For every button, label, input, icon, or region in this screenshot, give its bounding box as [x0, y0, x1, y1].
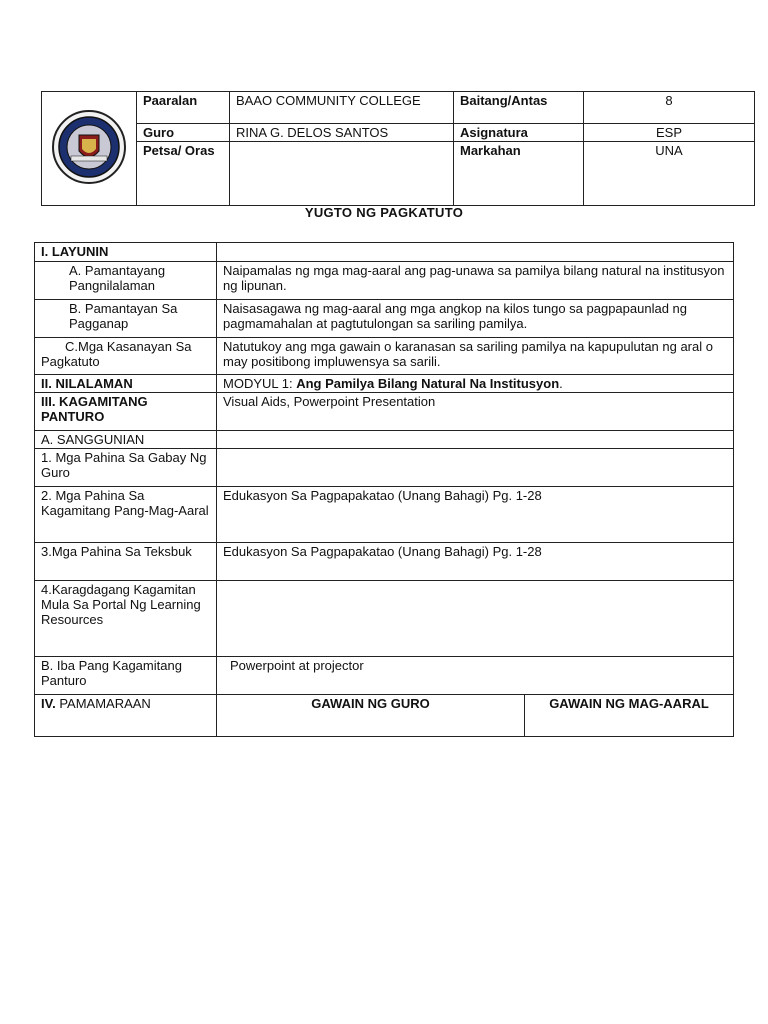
layunin-value	[217, 243, 734, 262]
pagganap-value: Naisasagawa ng mag-aaral ang mga angkop na kilos tungo sa pagpapaunlad ng pagmamahalan at pagtutulongan sa sariling pamilya.	[217, 300, 734, 338]
main-table	[34, 242, 734, 737]
nilalaman-suffix: .	[559, 376, 563, 391]
gabay-value	[217, 449, 734, 487]
pamamaraan-text: PAMAMARAAN	[55, 696, 151, 711]
header-table	[41, 91, 755, 206]
section-title: YUGTO NG PAGKATUTO	[304, 205, 464, 220]
school-seal	[42, 92, 137, 206]
pamamaraan-label	[35, 695, 217, 737]
asignatura-label: Asignatura	[454, 124, 584, 142]
pagganap-label: B. Pamantayan Sa Pagganap	[35, 300, 217, 338]
college-seal-icon	[51, 107, 127, 187]
kasanayan-label-text: C.Mga Kasanayan Sa Pagkatuto	[41, 339, 192, 369]
petsa-label: Petsa/ Oras	[137, 142, 230, 206]
teksbuk-value: Edukasyon Sa Pagpapakatao (Unang Bahagi) Pg. 1-28	[217, 543, 734, 581]
kasanayan-value: Natutukoy ang mga gawain o karanasan sa sariling pamilya na kapupulutan ng aral o may positibong impluwensya sa sarili.	[217, 338, 734, 375]
gawain-mag-aaral-header: GAWAIN NG MAG-AARAL	[525, 695, 734, 737]
nilalaman-title: Ang Pamilya Bilang Natural Na Institusyon	[296, 376, 560, 391]
guro-label: Guro	[137, 124, 230, 142]
kagamitan-value: Visual Aids, Powerpoint Presentation	[217, 393, 734, 431]
sanggunian-label: A. SANGGUNIAN	[35, 431, 217, 449]
baitang-value: 8	[584, 92, 755, 124]
guro-value: RINA G. DELOS SANTOS	[230, 124, 454, 142]
karagdagang-value	[217, 581, 734, 657]
karagdagang-label: 4.Karagdagang Kagamitan Mula Sa Portal Ng Learning Resources	[35, 581, 217, 657]
petsa-value	[230, 142, 454, 206]
kagamitang-pang-value: Edukasyon Sa Pagpapakatao (Unang Bahagi) Pg. 1-28	[217, 487, 734, 543]
gawain-guro-header: GAWAIN NG GURO	[217, 695, 525, 737]
teksbuk-label: 3.Mga Pahina Sa Teksbuk	[35, 543, 217, 581]
paaralan-value: BAAO COMMUNITY COLLEGE	[230, 92, 454, 124]
paaralan-label: Paaralan	[137, 92, 230, 124]
pamamaraan-prefix: IV.	[41, 696, 56, 711]
gabay-label: 1. Mga Pahina Sa Gabay Ng Guro	[35, 449, 217, 487]
kagamitan-label: III. KAGAMITANG PANTURO	[35, 393, 217, 431]
kagamitang-pang-label: 2. Mga Pahina Sa Kagamitang Pang-Mag-Aaral	[35, 487, 217, 543]
nilalaman-label: II. NILALAMAN	[35, 375, 217, 393]
pamantayang-label: A. Pamantayang Pangnilalaman	[35, 262, 217, 300]
nilalaman-value	[217, 375, 734, 393]
baitang-label: Baitang/Antas	[454, 92, 584, 124]
iba-label: B. Iba Pang Kagamitang Panturo	[35, 657, 217, 695]
kasanayan-label	[35, 338, 217, 375]
layunin-label: I. LAYUNIN	[35, 243, 217, 262]
pamantayang-value: Naipamalas ng mga mag-aaral ang pag-unawa sa pamilya bilang natural na institusyon ng lipunan.	[217, 262, 734, 300]
markahan-label: Markahan	[454, 142, 584, 206]
asignatura-value: ESP	[584, 124, 755, 142]
sanggunian-value	[217, 431, 734, 449]
nilalaman-prefix: MODYUL 1:	[223, 376, 297, 391]
iba-value: Powerpoint at projector	[217, 657, 734, 695]
markahan-value: UNA	[584, 142, 755, 206]
